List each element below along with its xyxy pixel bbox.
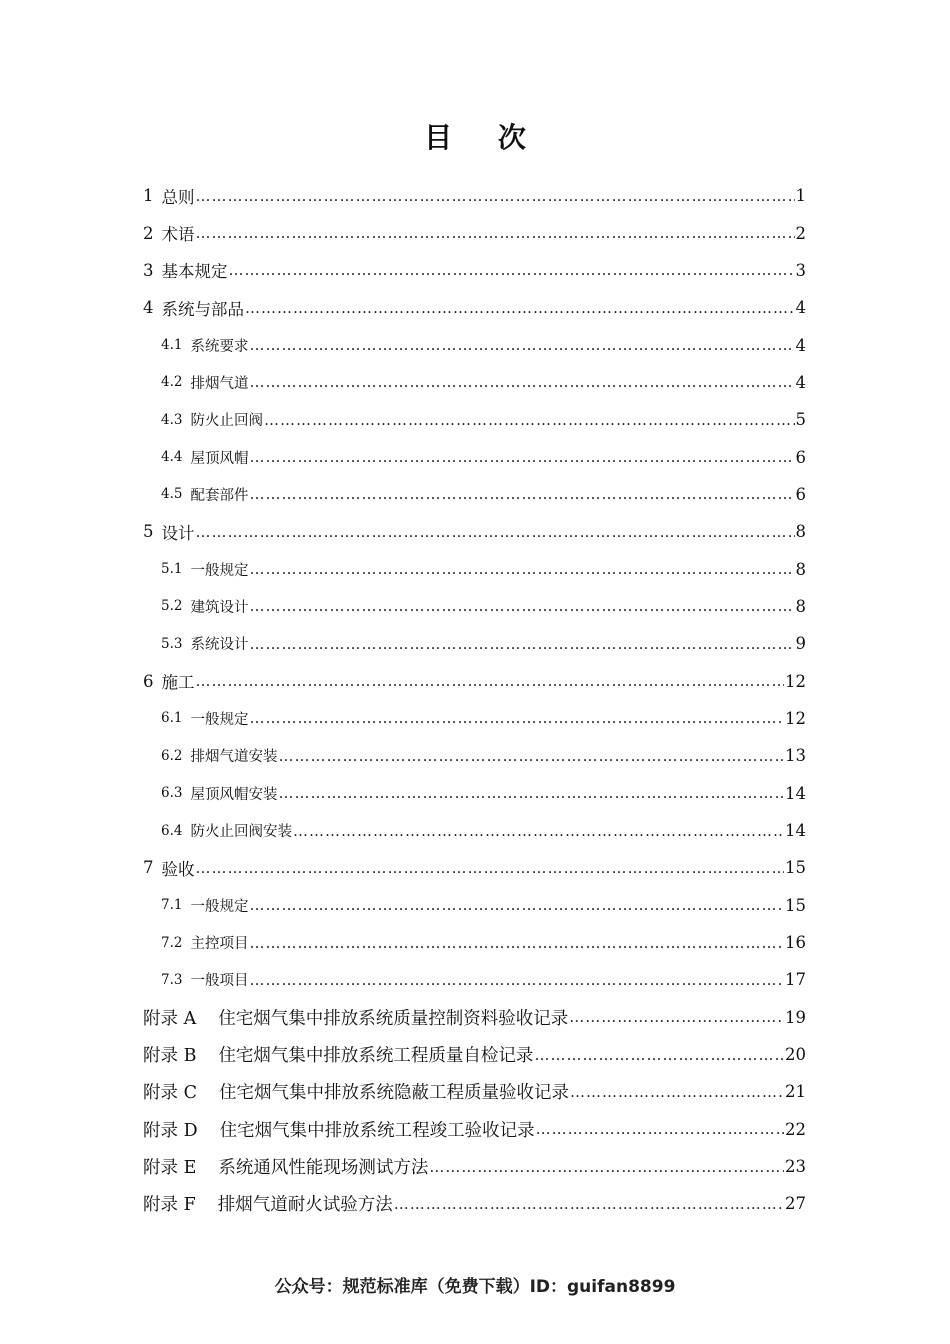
toc-entry-title: 住宅烟气集中排放系统质量控制资料验收记录 xyxy=(218,1008,569,1029)
toc-entry-title: 排烟气道 xyxy=(190,375,249,392)
toc-appendix-entry[interactable] xyxy=(143,1111,806,1148)
toc-dot-leader xyxy=(249,448,794,466)
toc-entry-title: 一般规定 xyxy=(190,711,249,728)
toc-entry-number: 4.4 xyxy=(161,449,183,466)
toc-appendix-entry[interactable] xyxy=(143,1073,806,1110)
toc-entry-number: 4 xyxy=(143,298,154,318)
toc-entry-page: 21 xyxy=(785,1082,806,1102)
toc-section-entry[interactable] xyxy=(143,737,806,774)
toc-entry-page: 12 xyxy=(785,708,806,728)
toc-entry-page: 8 xyxy=(795,522,806,542)
toc-section-entry[interactable] xyxy=(143,326,806,363)
toc-entry-title: 排烟气道耐火试验方法 xyxy=(217,1195,393,1216)
toc-dot-leader xyxy=(229,261,795,279)
toc-appendix-entry[interactable] xyxy=(143,1036,806,1073)
toc-entry-page: 9 xyxy=(795,634,806,654)
toc-entry-page: 20 xyxy=(785,1045,806,1065)
toc-dot-leader xyxy=(249,597,794,615)
toc-appendix-entry[interactable] xyxy=(143,1148,806,1185)
toc-dot-leader xyxy=(196,187,795,205)
toc-entry-number: 4.5 xyxy=(161,486,183,503)
toc-dot-leader xyxy=(249,373,794,391)
toc-section-entry[interactable] xyxy=(143,961,806,998)
toc-entry-number: 5 xyxy=(143,522,154,542)
toc-entry-page: 5 xyxy=(795,410,806,430)
toc-entry-title: 防火止回阀 xyxy=(190,413,263,430)
toc-entry-title: 术语 xyxy=(161,225,195,245)
toc-dot-leader xyxy=(264,411,795,429)
toc-entry-title: 一般规定 xyxy=(190,562,249,579)
toc-dot-leader xyxy=(249,971,784,989)
toc-entry-number: 7.3 xyxy=(161,971,183,988)
toc-entry-title: 住宅烟气集中排放系统工程竣工验收记录 xyxy=(219,1120,535,1141)
toc-dot-leader xyxy=(245,299,795,317)
toc-dot-leader xyxy=(196,859,785,877)
toc-entry-number: 附录 A xyxy=(143,1008,197,1029)
toc-entry-page: 12 xyxy=(785,671,806,691)
toc-dot-leader xyxy=(570,1083,784,1101)
toc-entry-page: 1 xyxy=(795,186,806,206)
toc-entry-page: 6 xyxy=(795,484,806,504)
toc-entry-number: 附录 F xyxy=(143,1195,196,1216)
toc-entry-number: 6.1 xyxy=(161,710,183,727)
toc-entry-number: 4.1 xyxy=(161,337,183,354)
toc-entry-title: 系统与部品 xyxy=(161,299,244,319)
footer-watermark: 公众号：规范标准库（免费下载）ID：guifan8899 xyxy=(274,1277,676,1297)
toc-entry-page: 6 xyxy=(795,447,806,467)
toc-entry-title: 屋顶风帽 xyxy=(190,450,249,467)
toc-entry-title: 施工 xyxy=(161,673,195,693)
toc-dot-leader xyxy=(569,1008,784,1026)
toc-entry-number: 6.4 xyxy=(161,822,183,839)
toc-entry-page: 15 xyxy=(785,895,806,915)
toc-entry-page: 22 xyxy=(785,1119,806,1139)
toc-dot-leader xyxy=(536,1120,784,1138)
toc-entry-title: 一般项目 xyxy=(190,973,249,990)
toc-entry-page: 4 xyxy=(795,372,806,392)
toc-section-entry[interactable] xyxy=(143,924,806,961)
toc-entry-number: 6 xyxy=(143,671,154,691)
toc-dot-leader xyxy=(278,784,784,802)
toc-entry-number: 附录 D xyxy=(143,1120,198,1141)
toc-entry-title: 屋顶风帽安装 xyxy=(190,786,278,803)
toc-entry-number: 7.1 xyxy=(161,897,183,914)
toc-dot-leader xyxy=(534,1046,784,1064)
page-title: 目 次 xyxy=(424,121,544,154)
toc-entry-title: 一般规定 xyxy=(190,898,249,915)
toc-entry-page: 14 xyxy=(785,821,806,841)
toc-entry-number: 附录 B xyxy=(143,1046,197,1067)
toc-entry-title: 基本规定 xyxy=(161,262,228,282)
toc-entry-number: 2 xyxy=(143,223,154,243)
toc-section-entry[interactable] xyxy=(143,588,806,625)
toc-chapter-entry[interactable] xyxy=(143,849,806,886)
toc-entry-number: 6.3 xyxy=(161,785,183,802)
toc-dot-leader xyxy=(196,672,785,690)
toc-entry-title: 建筑设计 xyxy=(190,599,249,616)
toc-entry-number: 1 xyxy=(143,186,154,206)
toc-chapter-entry[interactable] xyxy=(143,513,806,550)
toc-section-entry[interactable] xyxy=(143,812,806,849)
toc-dot-leader xyxy=(249,934,784,952)
toc-appendix-entry[interactable] xyxy=(143,1185,806,1222)
toc-entry-title: 验收 xyxy=(161,859,195,879)
toc-entry-page: 3 xyxy=(795,260,806,280)
toc-dot-leader xyxy=(249,635,794,653)
toc-dot-leader xyxy=(394,1195,784,1213)
toc-section-entry[interactable] xyxy=(143,887,806,924)
toc-dot-leader xyxy=(249,336,794,354)
toc-section-entry[interactable] xyxy=(143,625,806,662)
toc-entry-title: 总则 xyxy=(161,187,195,207)
toc-entry-number: 5.2 xyxy=(161,598,183,615)
toc-section-entry[interactable] xyxy=(143,364,806,401)
toc-entry-title: 住宅烟气集中排放系统工程质量自检记录 xyxy=(218,1046,534,1067)
toc-entry-title: 系统通风性能现场测试方法 xyxy=(218,1158,429,1179)
toc-entry-page: 23 xyxy=(785,1157,806,1177)
toc-entry-number: 4.3 xyxy=(161,411,183,428)
toc-entry-page: 19 xyxy=(785,1007,806,1027)
toc-chapter-entry[interactable] xyxy=(143,289,806,326)
toc-chapter-entry[interactable] xyxy=(143,177,806,214)
toc-entry-page: 8 xyxy=(795,596,806,616)
toc-dot-leader xyxy=(293,822,784,840)
toc-dot-leader xyxy=(249,896,784,914)
toc-dot-leader xyxy=(196,523,795,541)
toc-section-entry[interactable] xyxy=(143,700,806,737)
toc-entry-page: 27 xyxy=(785,1194,806,1214)
toc-entry-page: 8 xyxy=(795,559,806,579)
toc-dot-leader xyxy=(278,747,784,765)
toc-entry-title: 配套部件 xyxy=(190,487,249,504)
toc-entry-number: 4.2 xyxy=(161,374,183,391)
toc-dot-leader xyxy=(249,709,784,727)
toc-entry-page: 4 xyxy=(795,335,806,355)
toc-entry-number: 6.2 xyxy=(161,747,183,764)
toc-entry-title: 防火止回阀安装 xyxy=(190,824,292,841)
toc-dot-leader xyxy=(429,1158,784,1176)
toc-dot-leader xyxy=(249,485,794,503)
toc-dot-leader xyxy=(196,224,795,242)
toc-dot-leader xyxy=(249,560,794,578)
toc-entry-page: 2 xyxy=(795,223,806,243)
toc-entry-page: 4 xyxy=(795,298,806,318)
toc-section-entry[interactable] xyxy=(143,476,806,513)
table-of-contents xyxy=(143,177,806,1223)
toc-entry-number: 附录 E xyxy=(143,1158,197,1179)
toc-entry-title: 系统设计 xyxy=(190,637,249,654)
toc-entry-page: 17 xyxy=(785,970,806,990)
toc-entry-title: 设计 xyxy=(161,523,195,543)
toc-chapter-entry[interactable] xyxy=(143,662,806,699)
toc-entry-title: 排烟气道安装 xyxy=(190,749,278,766)
toc-entry-number: 7.2 xyxy=(161,934,183,951)
toc-chapter-entry[interactable] xyxy=(143,214,806,251)
toc-entry-page: 13 xyxy=(785,746,806,766)
toc-appendix-entry[interactable] xyxy=(143,999,806,1036)
toc-entry-title: 系统要求 xyxy=(190,338,249,355)
toc-entry-title: 住宅烟气集中排放系统隐蔽工程质量验收记录 xyxy=(218,1083,569,1104)
toc-entry-number: 5.3 xyxy=(161,635,183,652)
toc-chapter-entry[interactable] xyxy=(143,252,806,289)
toc-section-entry[interactable] xyxy=(143,438,806,475)
toc-section-entry[interactable] xyxy=(143,550,806,587)
toc-section-entry[interactable] xyxy=(143,775,806,812)
toc-entry-number: 附录 C xyxy=(143,1083,197,1104)
toc-entry-page: 16 xyxy=(785,933,806,953)
toc-entry-page: 15 xyxy=(785,858,806,878)
toc-section-entry[interactable] xyxy=(143,401,806,438)
toc-entry-title: 主控项目 xyxy=(190,936,249,953)
toc-entry-page: 14 xyxy=(785,783,806,803)
toc-entry-number: 7 xyxy=(143,858,154,878)
toc-entry-number: 3 xyxy=(143,260,154,280)
toc-entry-number: 5.1 xyxy=(161,561,183,578)
